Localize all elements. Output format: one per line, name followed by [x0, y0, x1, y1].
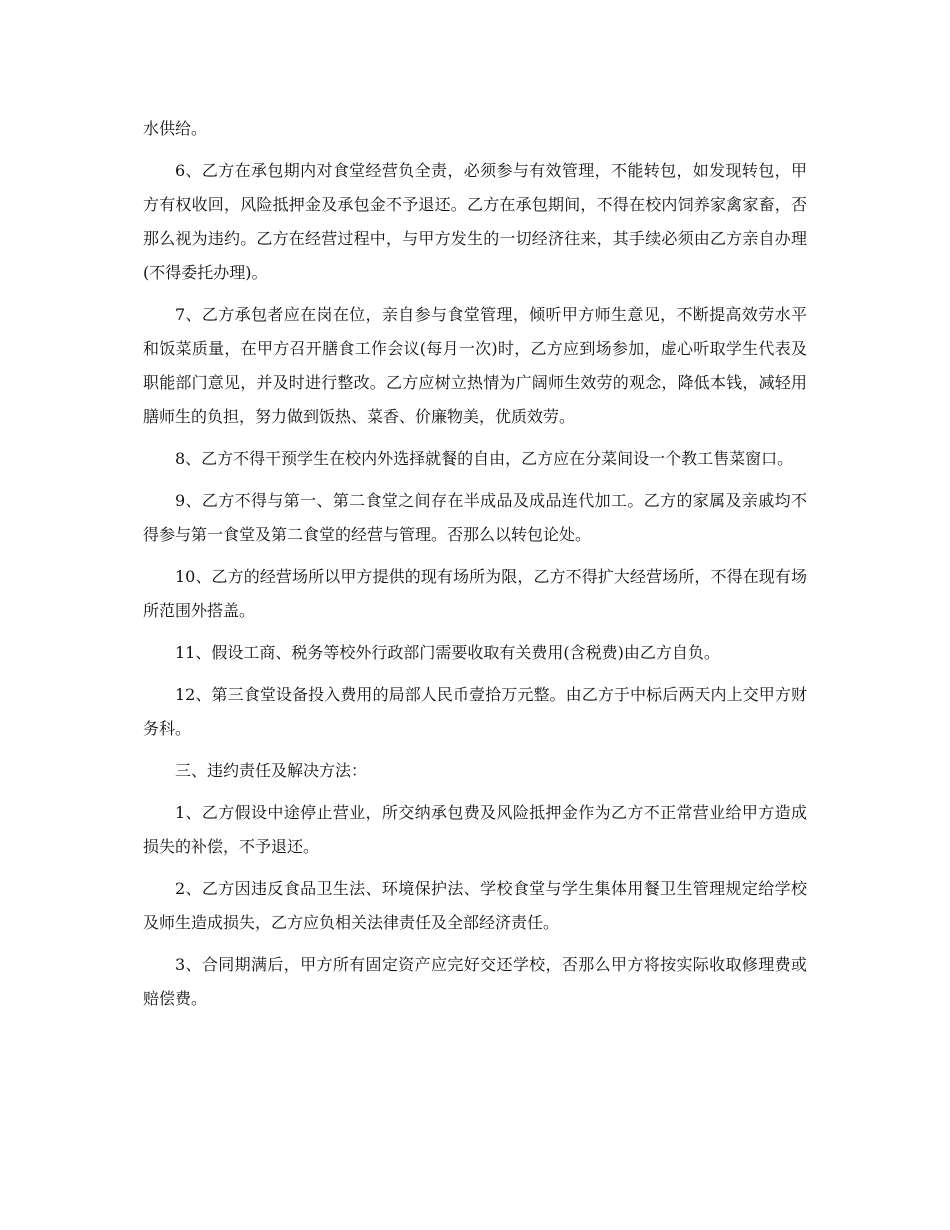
paragraph-clause-12: 12、第三食堂设备投入费用的局部人民币壹拾万元整。由乙方于中标后两天内上交甲方财务科。 [143, 685, 807, 738]
paragraph-clause-10: 10、乙方的经营场所以甲方提供的现有场所为限，乙方不得扩大经营场所，不得在现有场所范围外搭盖。 [143, 567, 807, 620]
paragraph-clause-9: 9、乙方不得与第一、第二食堂之间存在半成品及成品连代加工。乙方的家属及亲戚均不得参与第一食堂及第二食堂的经营与管理。否那么以转包论处。 [143, 491, 807, 544]
paragraph-clause-6: 6、乙方在承包期内对食堂经营负全责，必须参与有效管理，不能转包，如发现转包，甲方有权收回，风险抵押金及承包金不予退还。乙方在承包期间，不得在校内饲养家禽家畜，否那么视为违约。乙方在经营过程中，与甲方发生的一切经济往来，其手续必须由乙方亲自办理(不得委托办理)。 [143, 161, 807, 282]
paragraph-clause-11: 11、假设工商、税务等校外行政部门需要收取有关费用(含税费)由乙方自负。 [175, 643, 720, 662]
paragraph-clause-8: 8、乙方不得干预学生在校内外选择就餐的自由，乙方应在分菜间设一个教工售菜窗口。 [175, 449, 794, 468]
paragraph-water-supply: 水供给。 [143, 119, 208, 138]
paragraph-liability-3: 3、合同期满后，甲方所有固定资产应完好交还学校，否那么甲方将按实际收取修理费或赔偿费。 [143, 955, 807, 1008]
paragraph-liability-2: 2、乙方因违反食品卫生法、环境保护法、学校食堂与学生集体用餐卫生管理规定给学校及师生造成损失，乙方应负相关法律责任及全部经济责任。 [143, 879, 807, 932]
paragraph-clause-7: 7、乙方承包者应在岗在位，亲自参与食堂管理，倾听甲方师生意见，不断提高效劳水平和饭菜质量，在甲方召开膳食工作会议(每月一次)时，乙方应到场参加，虚心听取学生代表及职能部门意见，并及时进行整改。乙方应树立热情为广阔师生效劳的观念，降低本钱，减轻用膳师生的负担，努力做到饭热、菜香、价廉物美，优质效劳。 [143, 305, 807, 426]
document-body [143, 112, 807, 1024]
paragraph-liability-1: 1、乙方假设中途停止营业，所交纳承包费及风险抵押金作为乙方不正常营业给甲方造成损失的补偿，不予退还。 [143, 803, 807, 856]
section-heading-breach-liability: 三、违约责任及解决方法： [175, 761, 368, 780]
